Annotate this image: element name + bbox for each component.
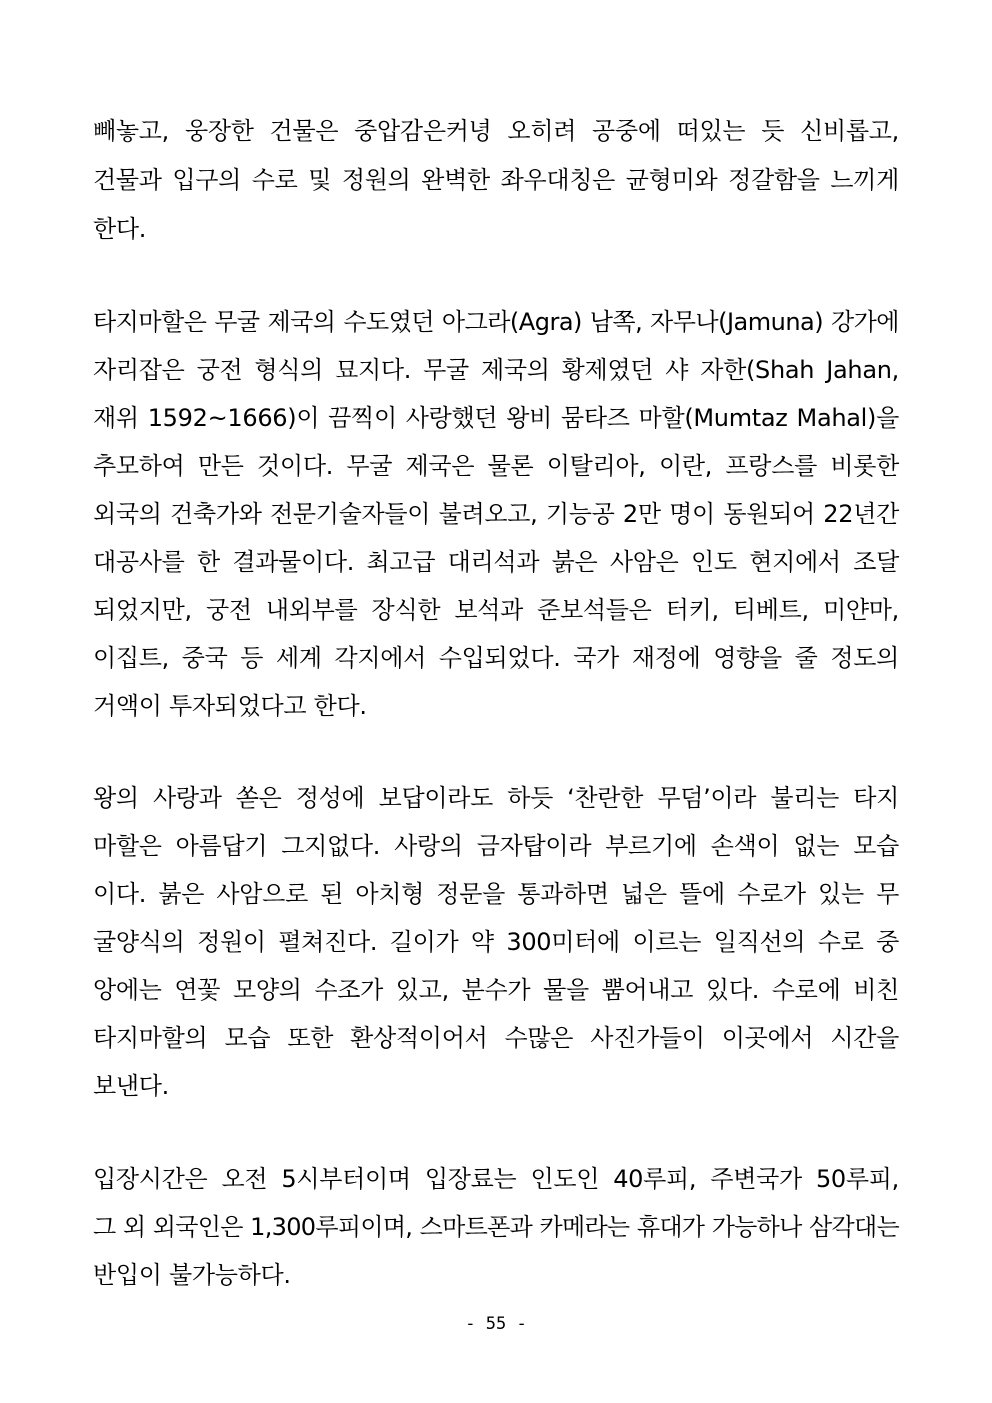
paragraph-3-line-1: 왕의 사랑과 쏟은 정성에 보답이라도 하듯 ‘찬란한 무덤’이라 불리는 타지 [93, 784, 899, 812]
paragraph-3-line-3: 이다. 붉은 사암으로 된 아치형 정문을 통과하면 넓은 뜰에 수로가 있는 무 [93, 880, 899, 908]
page-number: - 55 - [465, 1314, 527, 1334]
paragraph-2-line-2: 자리잡은 궁전 형식의 묘지다. 무굴 제국의 황제였던 샤 자한(Shah Jahan, [93, 356, 899, 384]
paragraph-2-line-1: 타지마할은 무굴 제국의 수도였던 아그라(Agra) 남쪽, 자무나(Jamuna) 강가에 [93, 308, 899, 336]
paragraph-1-line-3: 한다. [93, 215, 147, 243]
paragraph-2-line-4: 추모하여 만든 것이다. 무굴 제국은 물론 이탈리아, 이란, 프랑스를 비롯한 [93, 452, 899, 480]
paragraph-3-line-4: 굴양식의 정원이 펼쳐진다. 길이가 약 300미터에 이르는 일직선의 수로 중 [93, 928, 899, 956]
paragraph-2-line-7: 되었지만, 궁전 내외부를 장식한 보석과 준보석들은 터키, 티베트, 미얀마, [93, 596, 899, 624]
paragraph-2-line-3: 재위 1592~1666)이 끔찍이 사랑했던 왕비 뭄타즈 마할(Mumtaz Mahal)을 [93, 404, 899, 432]
paragraph-4-line-3: 반입이 불가능하다. [93, 1261, 291, 1289]
paragraph-4-line-1: 입장시간은 오전 5시부터이며 입장료는 인도인 40루피, 주변국가 50루피, [93, 1165, 899, 1193]
paragraph-1-line-1: 빼놓고, 웅장한 건물은 중압감은커녕 오히려 공중에 떠있는 듯 신비롭고, [93, 117, 899, 145]
paragraph-2-line-8: 이집트, 중국 등 세계 각지에서 수입되었다. 국가 재정에 영향을 줄 정도의 [93, 644, 899, 672]
paragraph-2-line-6: 대공사를 한 결과물이다. 최고급 대리석과 붉은 사암은 인도 현지에서 조달 [93, 548, 899, 576]
paragraph-3-line-6: 타지마할의 모습 또한 환상적이어서 수많은 사진가들이 이곳에서 시간을 [93, 1024, 899, 1052]
paragraph-3-line-5: 앙에는 연꽃 모양의 수조가 있고, 분수가 물을 뿜어내고 있다. 수로에 비친 [93, 976, 899, 1004]
paragraph-3-line-2: 마할은 아름답기 그지없다. 사랑의 금자탑이라 부르기에 손색이 없는 모습 [93, 832, 899, 860]
paragraph-3-line-7: 보낸다. [93, 1072, 169, 1100]
paragraph-2-line-5: 외국의 건축가와 전문기술자들이 불려오고, 기능공 2만 명이 동원되어 22년간 [93, 500, 899, 528]
paragraph-4-line-2: 그 외 외국인은 1,300루피이며, 스마트폰과 카메라는 휴대가 가능하나 삼각대는 [93, 1213, 899, 1241]
paragraph-2-line-9: 거액이 투자되었다고 한다. [93, 692, 367, 720]
paragraph-1-line-2: 건물과 입구의 수로 및 정원의 완벽한 좌우대칭은 균형미와 정갈함을 느끼게 [93, 166, 899, 194]
